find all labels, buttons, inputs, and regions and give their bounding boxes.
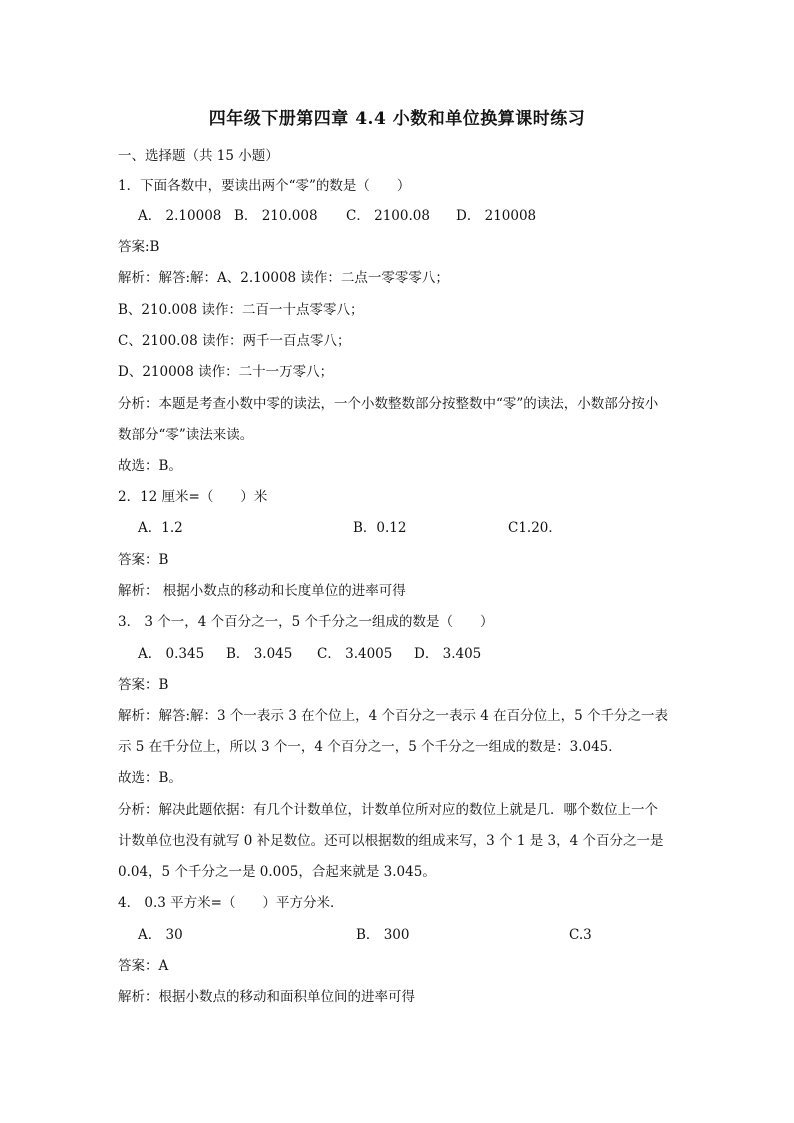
question-1-line-c: C、2100.08 读作：两千一百点零八； xyxy=(118,333,351,349)
question-1-analysis: 解析：解答:解：A、2.10008 读作：二点一零零零八； xyxy=(118,270,449,286)
question-2-option-a: A．1.2 xyxy=(138,520,183,536)
question-1-guxuan: 故选：B。 xyxy=(118,458,182,474)
question-1-option-b: B． 210.008 xyxy=(234,208,318,224)
question-1-answer: 答案:B xyxy=(118,239,160,255)
question-3-option-b: B． 3.045 xyxy=(226,646,293,662)
question-4-option-a: A． 30 xyxy=(138,927,183,943)
question-1-line-b: B、210.008 读作：二百一十点零零八； xyxy=(118,302,364,318)
section-heading: 一、选择题（共 15 小题） xyxy=(118,148,279,164)
question-3-analysis-2: 示 5 在千分位上，所以 3 个一，4 个百分之一，5 个千分之一组成的数是：3.045． xyxy=(118,739,622,755)
question-1-stem: 1．下面各数中，要读出两个“零”的数是（ ） xyxy=(118,178,411,194)
question-3-fenxi-2: 计数单位也没有就写 0 补足数位。还可以根据数的组成来写，3 个 1 是 3，4 个百分之一是 xyxy=(118,833,664,849)
question-4-option-c: C.3 xyxy=(569,927,592,943)
question-3-stem: 3． 3 个一，4 个百分之一，5 个千分之一组成的数是（ ） xyxy=(118,614,494,630)
question-2-answer: 答案：B xyxy=(118,552,169,568)
question-1-fenxi-1: 分析：本题是考查小数中零的读法，一个小数整数部分按整数中“零”的读法，小数部分按小 xyxy=(118,396,659,412)
question-3-answer: 答案：B xyxy=(118,677,169,693)
question-3-option-d: D． 3.405 xyxy=(414,646,482,662)
question-1-line-d: D、210008 读作：二十一万零八； xyxy=(118,364,334,380)
question-3-guxuan: 故选：B。 xyxy=(118,770,182,786)
question-4-answer: 答案：A xyxy=(118,958,169,974)
question-1-option-a: A． 2.10008 xyxy=(138,208,222,224)
question-1-option-d: D． 210008 xyxy=(456,208,537,224)
question-2-stem: 2．12 厘米=（ ）米 xyxy=(118,489,268,505)
question-4-stem: 4． 0.3 平方米=（ ）平方分米． xyxy=(118,895,344,911)
question-3-fenxi-3: 0.04，5 个千分之一是 0.005，合起来就是 3.045。 xyxy=(118,864,436,880)
question-3-fenxi-1: 分析：解决此题依据：有几个计数单位，计数单位所对应的数位上就是几．哪个数位上一个 xyxy=(118,802,658,818)
question-2-analysis: 解析： 根据小数点的移动和长度单位的进率可得 xyxy=(118,583,406,599)
question-2-option-c: C1.20． xyxy=(508,520,562,536)
question-1-fenxi-2: 数部分“零”读法来读。 xyxy=(118,427,254,443)
question-4-analysis: 解析：根据小数点的移动和面积单位间的进率可得 xyxy=(118,989,415,1005)
question-4-option-b: B． 300 xyxy=(356,927,410,943)
question-3-option-c: C． 3.4005 xyxy=(317,646,393,662)
question-3-analysis-1: 解析：解答:解：3 个一表示 3 在个位上，4 个百分之一表示 4 在百分位上，5 个千分之一表 xyxy=(118,708,669,724)
question-2-option-b: B．0.12 xyxy=(353,520,407,536)
question-3-option-a: A． 0.345 xyxy=(138,646,205,662)
question-1-option-c: C． 2100.08 xyxy=(346,208,430,224)
page-title: 四年级下册第四章 4.4 小数和单位换算课时练习 xyxy=(208,109,586,129)
